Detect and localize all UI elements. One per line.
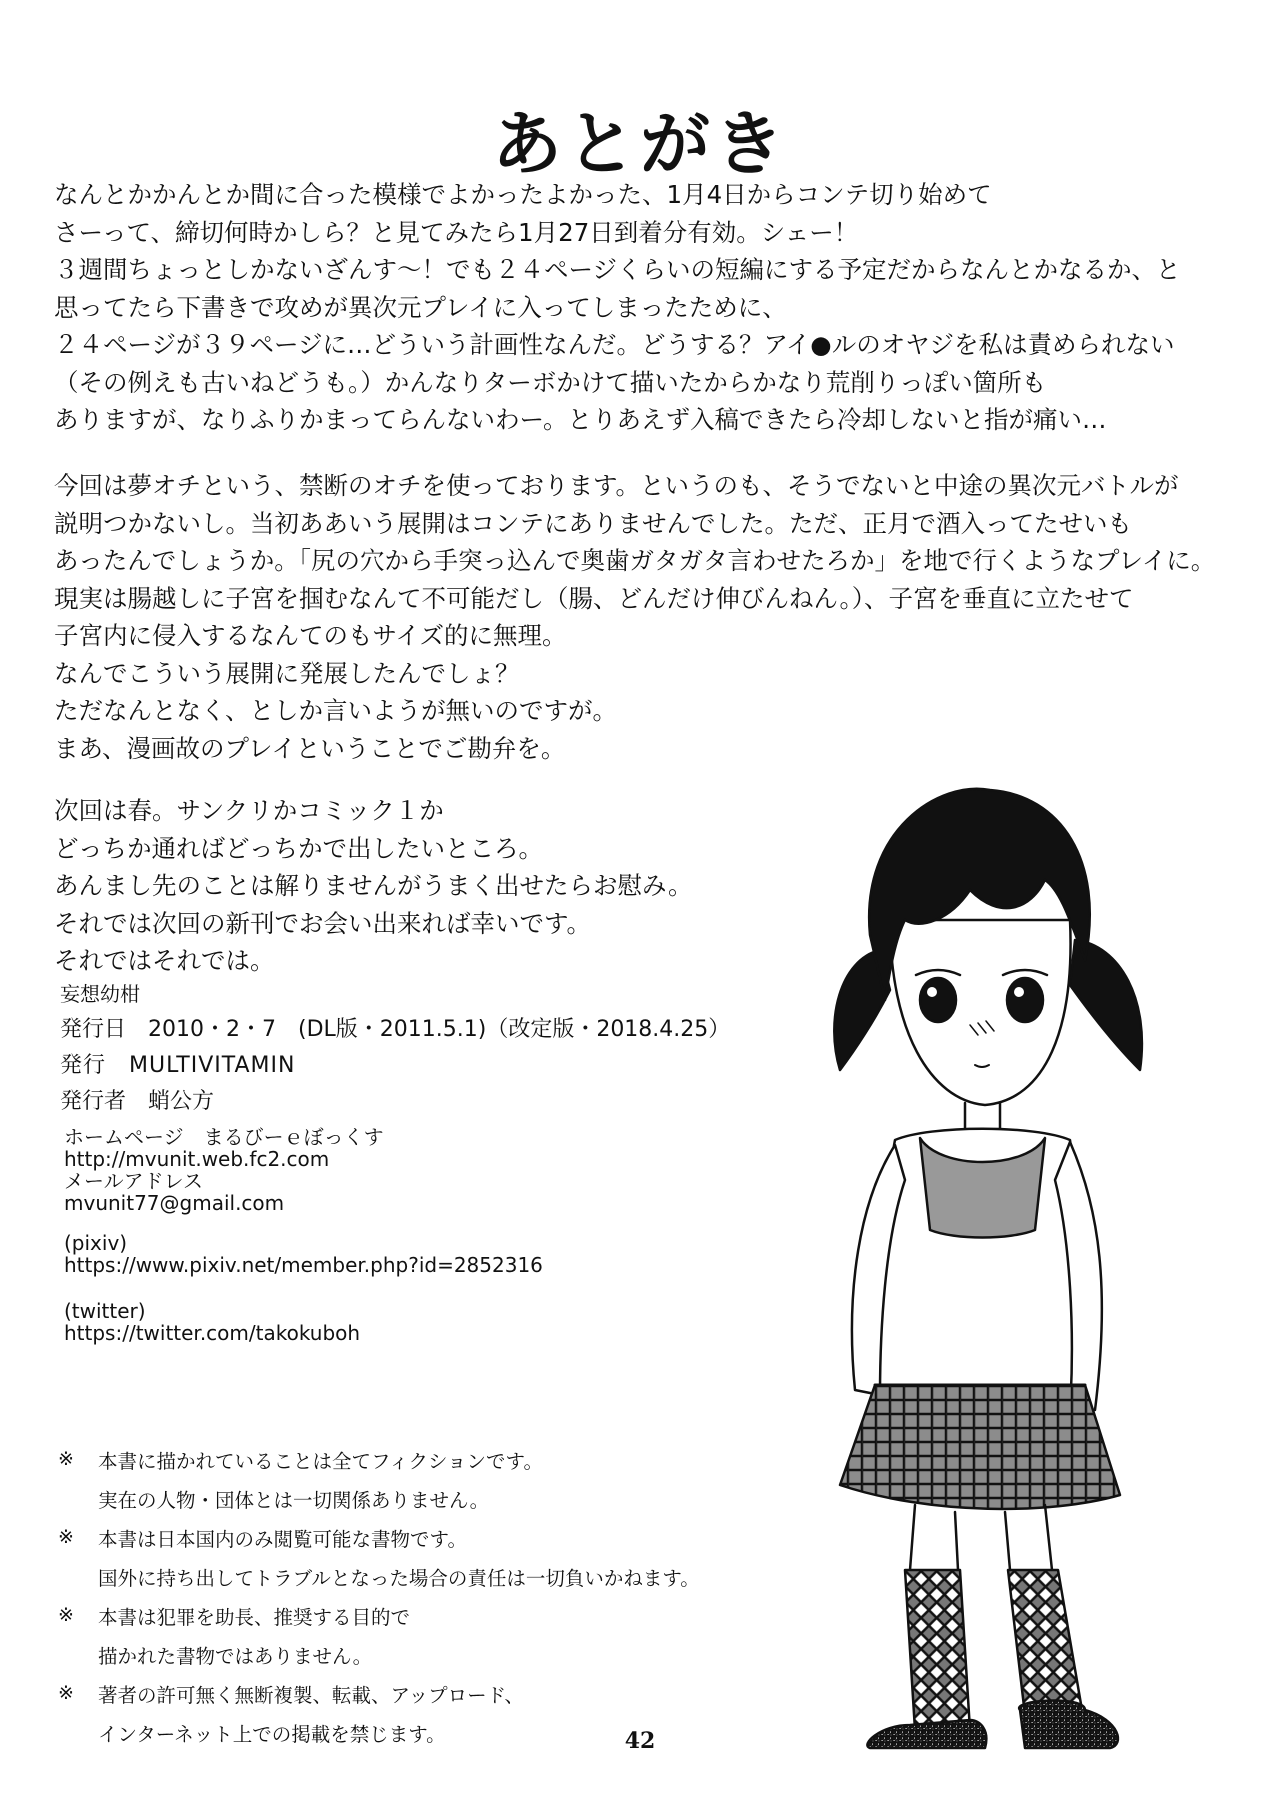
pixiv-link[interactable]: https://www.pixiv.net/member.php?id=2852316 — [64, 1253, 543, 1277]
text-line: まあ、漫画故のプレイということでご勘弁を。 — [54, 733, 566, 763]
text-line: 思ってたら下書きで攻めが異次元プレイに入ってしまったために、 — [54, 292, 787, 322]
text-line: （その例えも古いねどうも。）かんなりターボかけて描いたからかなり荒削りっぽい箇所も — [54, 367, 1047, 397]
afterword-paragraph-3 — [54, 792, 692, 980]
pixiv-label: (pixiv) — [64, 1231, 128, 1255]
note-mark: ※ — [58, 1604, 74, 1626]
note-line: 本書は日本国内のみ閲覧可能な書物です。 — [98, 1528, 467, 1551]
text-line: ３週間ちょっとしかないざんす～！でも２４ページくらいの短編にする予定だからなんとかなるか、と — [54, 255, 1181, 284]
note-line: 著者の許可無く無断複製、転載、アップロード、 — [98, 1684, 524, 1707]
publisher: 発行 MULTIVITAMIN — [60, 1053, 296, 1078]
note-mark: ※ — [58, 1448, 74, 1470]
text-line: それではそれでは。 — [54, 946, 275, 975]
text-line: 次回は春。サンクリかコミック１か — [54, 796, 444, 825]
text-line: あんまし先のことは解りませんがうまく出せたらお慰み。 — [54, 871, 693, 900]
text-line: なんとかかんとか間に合った模様でよかったよかった、1月4日からコンテ切り始めて — [54, 180, 992, 209]
text-line: ２４ページが３９ページに…どういう計画性なんだ。どうする？アイ●ルのオヤジを私は責められない — [54, 330, 1175, 359]
text-line: どっちか通ればどっちかで出したいところ。 — [54, 833, 544, 863]
text-line: さーって、締切何時かしら？と見てみたら1月27日到着分有効。シェー！ — [54, 217, 859, 247]
note-line: インターネット上での掲載を禁じます。 — [98, 1723, 446, 1746]
twitter-block — [64, 1300, 360, 1344]
text-line: なんでこういう展開に発展したんでしょ？ — [54, 658, 520, 688]
homepage-label: ホームページ まるびーｅぼっくす — [64, 1125, 384, 1149]
twitter-label: (twitter) — [64, 1299, 146, 1323]
text-line: 説明つかないし。当初ああいう展開はコンテにありませんでした。ただ、正月で酒入ってたせいも — [54, 508, 1132, 538]
text-line: 今回は夢オチという、禁断のオチを使っております。というのも、そうでないと中途の異次元バトルが — [54, 471, 1179, 500]
note-line: 描かれた書物ではありません。 — [98, 1645, 373, 1668]
text-line: それでは次回の新刊でお会い出来れば幸いです。 — [54, 908, 592, 938]
afterword-paragraph-1 — [54, 176, 1181, 439]
text-line: 子宮内に侵入するなんてのもサイズ的に無理。 — [54, 621, 567, 650]
issuer: 発行者 蛸公方 — [60, 1089, 215, 1114]
text-line: ありますが、なりふりかまってらんないわー。とりあえず入稿できたら冷却しないと指が痛い… — [54, 405, 1107, 434]
publication-date: 発行日 2010・2・7 (DL版・2011.5.1)（改定版・2018.4.25） — [60, 1017, 731, 1042]
note-line: 実在の人物・団体とは一切関係ありません。 — [98, 1489, 490, 1512]
note-line: 国外に持ち出してトラブルとなった場合の責任は一切負いかねます。 — [98, 1567, 700, 1590]
text-line: あったんでしょうか。「尻の穴から手突っ込んで奥歯ガタガタ言わせたろか」を地で行くようなプレイに。 — [54, 546, 1216, 575]
text-line: 現実は腸越しに子宮を掴むなんて不可能だし（腸、どんだけ伸びんねん。）、子宮を垂直に立たせて — [54, 583, 1134, 613]
page-number: 42 — [624, 1728, 656, 1754]
mail-label: メールアドレス — [64, 1169, 203, 1193]
twitter-link[interactable]: https://twitter.com/takokuboh — [64, 1321, 361, 1345]
circle-signature: 妄想幼柑 — [60, 982, 140, 1006]
character-illustration — [820, 770, 1200, 1750]
note-line: 本書に描かれていることは全てフィクションです。 — [98, 1450, 543, 1473]
page-title: あとがき — [492, 103, 788, 185]
mail-link[interactable]: mvunit77@gmail.com — [64, 1191, 285, 1215]
note-line: 本書は犯罪を助長、推奨する目的で — [98, 1606, 411, 1629]
homepage-link[interactable]: http://mvunit.web.fc2.com — [64, 1147, 330, 1171]
note-mark: ※ — [58, 1682, 74, 1704]
note-mark: ※ — [58, 1526, 74, 1548]
text-line: ただなんとなく、としか言いようが無いのですが。 — [54, 696, 618, 725]
afterword-paragraph-2 — [54, 467, 1215, 767]
contact-block — [64, 1126, 384, 1214]
pixiv-block — [64, 1232, 543, 1276]
